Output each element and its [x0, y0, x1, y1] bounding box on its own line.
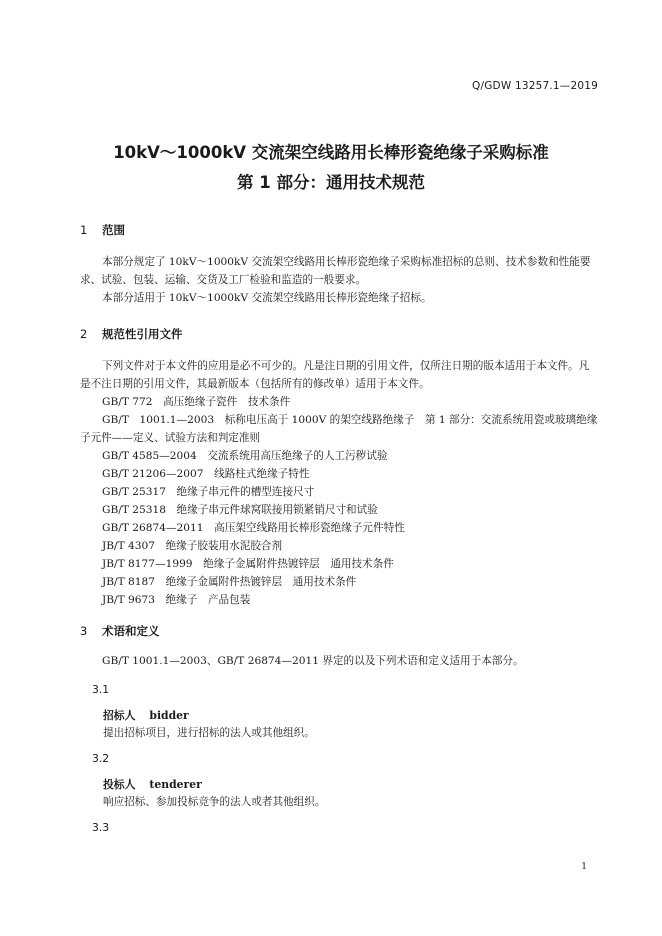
paragraph: GB/T 1001.1—2003、GB/T 26874—2011 界定的以及下列术语和定义适用于本部分。	[102, 655, 524, 667]
reference-item: JB/T 4307 绝缘子胶装用水泥胶合剂	[102, 540, 283, 552]
reference-item: GB/T 26874—2011 高压架空线路用长棒形瓷绝缘子元件特性	[102, 522, 405, 534]
term-name	[103, 777, 202, 792]
term-number: 3.1	[92, 683, 110, 696]
term-definition: 响应招标、参加投标竞争的法人或者其他组织。	[103, 796, 326, 808]
title-line-2: 第 1 部分：通用技术规范	[237, 173, 425, 192]
scope-paragraphs	[80, 253, 598, 307]
term-name-en: tenderer	[149, 778, 202, 791]
document-title	[0, 139, 662, 197]
reference-item: GB/T 25317 绝缘子串元件的槽型连接尺寸	[102, 486, 315, 498]
term-number: 3.2	[92, 752, 110, 765]
paragraph: 本部分适用于 10kV～1000kV 交流架空线路用长棒形瓷绝缘子招标。	[102, 292, 432, 304]
section-heading-scope	[80, 222, 125, 238]
paragraph: 下列文件对于本文件的应用是必不可少的。凡是注日期的引用文件，仅所注日期的版本适用于本文件。凡是不注日期的引用文件，其最新版本（包括所有的修改单）适用于本文件。	[80, 360, 590, 390]
section-heading-normative-references	[80, 326, 183, 342]
term-definition: 提出招标项目，进行招标的法人或其他组织。	[103, 727, 315, 739]
term-number: 3.3	[92, 821, 110, 834]
reference-item: GB/T 25318 绝缘子串元件球窝联接用锁紧销尺寸和试验	[102, 504, 378, 516]
term-name	[103, 708, 189, 723]
reference-item: JB/T 8177—1999 绝缘子金属附件热镀锌层 通用技术条件	[102, 558, 394, 570]
reference-item: GB/T 1001.1—2003 标称电压高于 1000V 的架空线路绝缘子 第 1 部分：交流系统用瓷或玻璃绝缘子元件——定义、试验方法和判定准则	[80, 414, 598, 444]
term-name-zh: 投标人	[103, 778, 136, 791]
section-title: 范围	[102, 223, 126, 237]
section-number: 2	[80, 327, 88, 341]
reference-item: GB/T 4585—2004 交流系统用高压绝缘子的人工污秽试验	[102, 450, 388, 462]
section-heading-terms-and-definitions	[80, 623, 160, 639]
page-number: 1	[581, 862, 587, 872]
standard-code: Q/GDW 13257.1—2019	[472, 80, 598, 92]
section-title: 术语和定义	[102, 624, 160, 638]
term-name-zh: 招标人	[103, 709, 136, 722]
reference-item: GB/T 21206—2007 线路柱式绝缘子特性	[102, 468, 310, 480]
section-number: 1	[80, 223, 88, 237]
paragraph: 本部分规定了 10kV～1000kV 交流架空线路用长棒形瓷绝缘子采购标准招标的总则、技术参数和性能要求、试验、包装、运输、交货及工厂检验和监造的一般要求。	[80, 256, 591, 286]
reference-item: JB/T 9673 绝缘子 产品包装	[102, 594, 251, 606]
section-title: 规范性引用文件	[102, 327, 183, 341]
section-number: 3	[80, 624, 88, 638]
references-intro	[80, 357, 598, 393]
reference-item: JB/T 8187 绝缘子金属附件热镀锌层 通用技术条件	[102, 576, 357, 588]
title-line-1: 10kV～1000kV 交流架空线路用长棒形瓷绝缘子采购标准	[113, 143, 549, 162]
reference-list	[80, 393, 598, 609]
term-name-en: bidder	[149, 709, 189, 722]
reference-item: GB/T 772 高压绝缘子瓷件 技术条件	[102, 396, 291, 408]
terms-intro	[80, 652, 598, 670]
